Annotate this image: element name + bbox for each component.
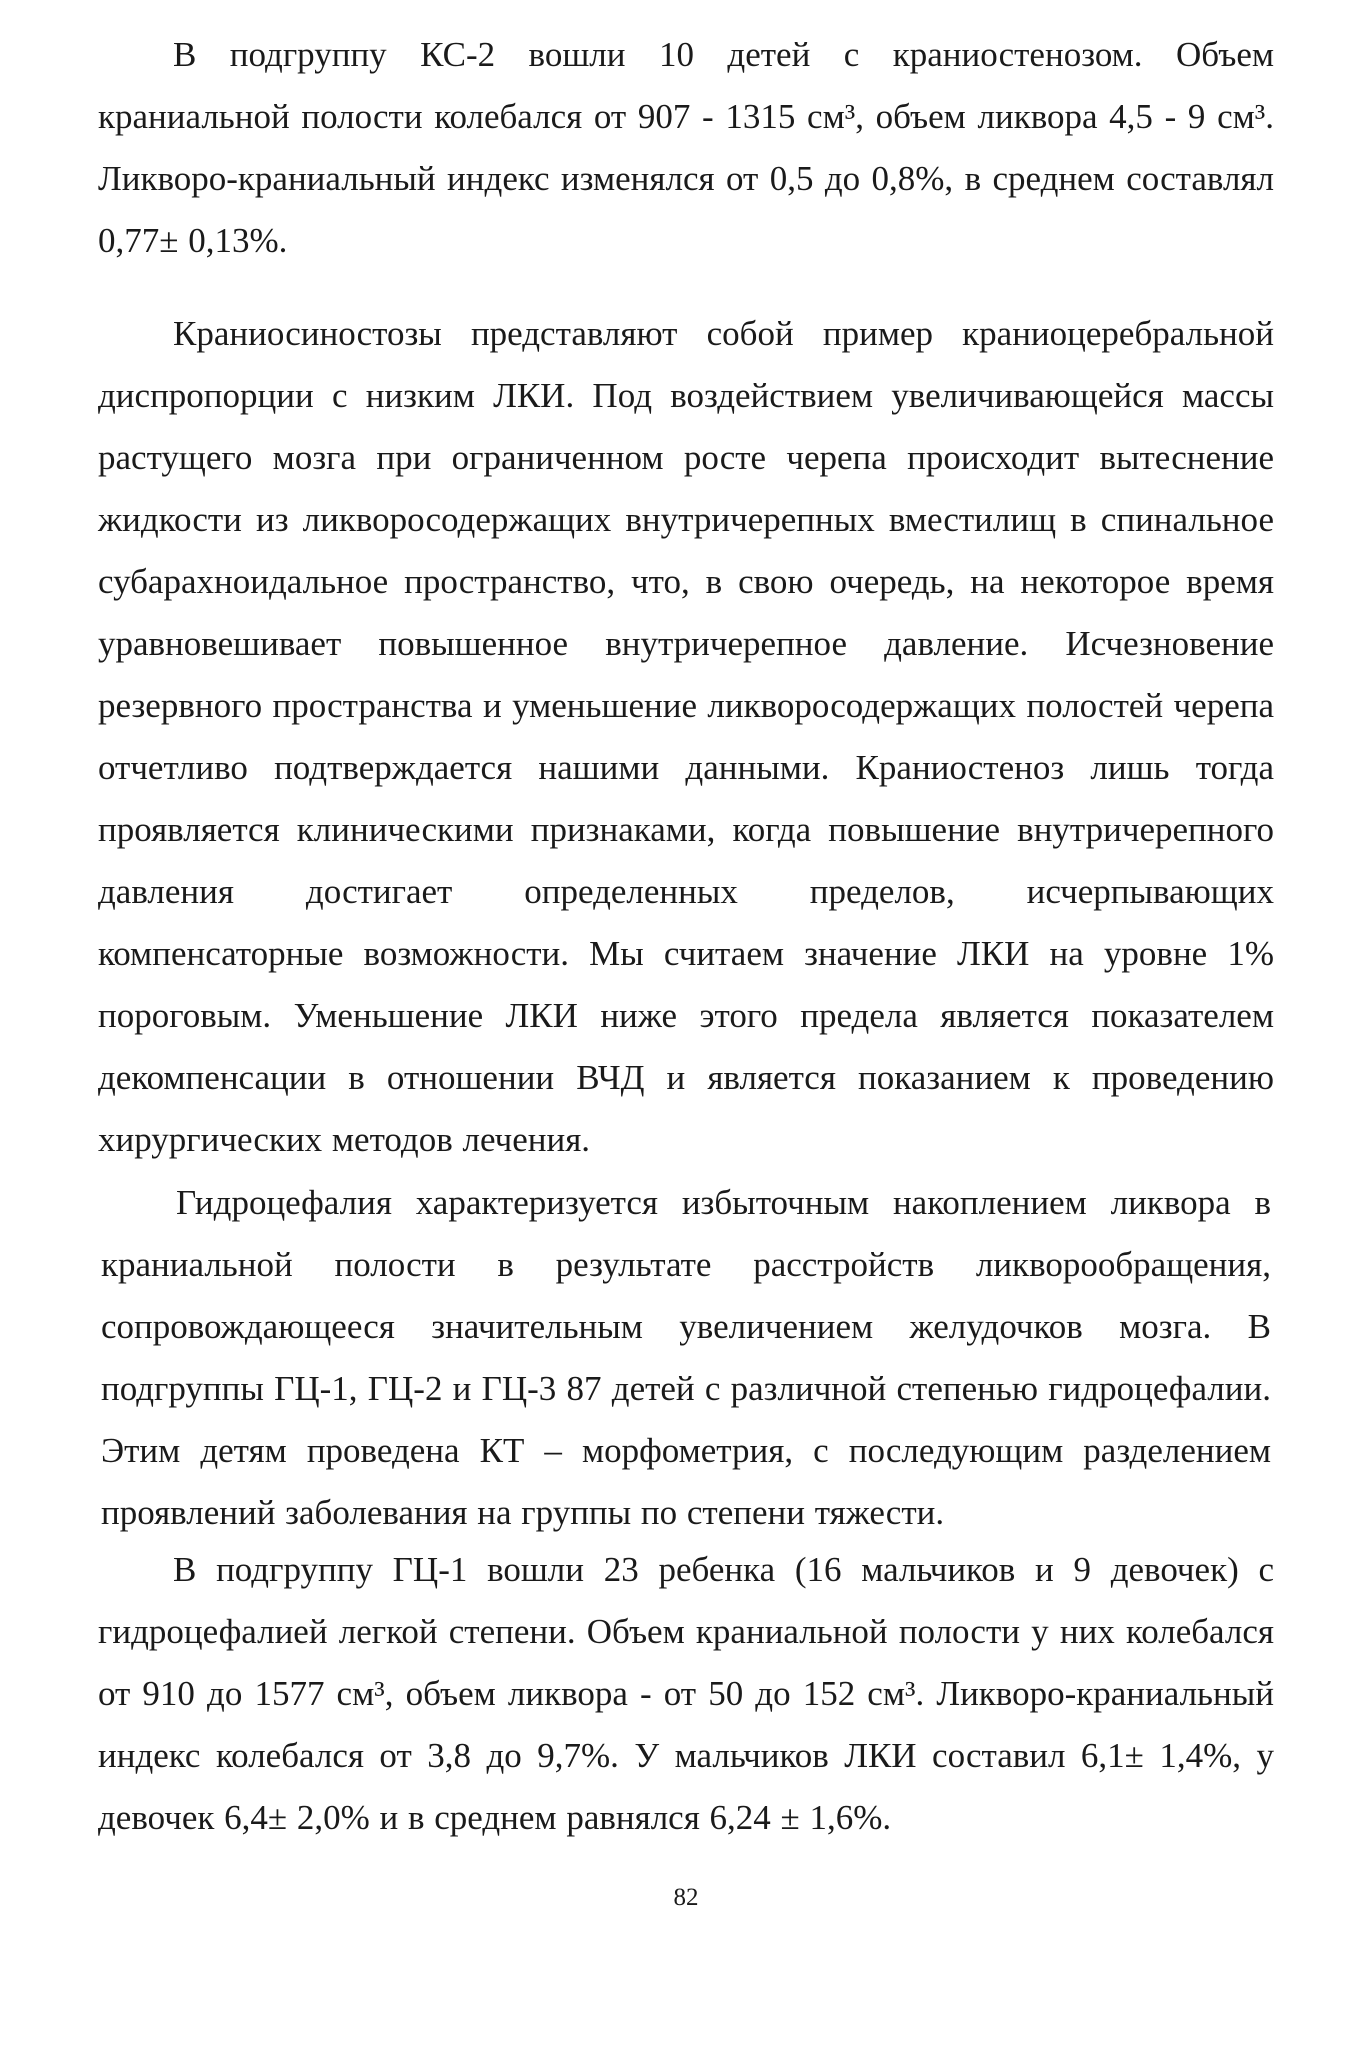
paragraph-gc1-subgroup: В подгруппу ГЦ-1 вошли 23 ребенка (16 мальчиков и 9 девочек) с гидроцефалией легкой степени. Объем краниальной полости у них колебался от 910 до 1577 см³, объем ликвора - от 50 до 152 см³. Ликворо-краниальный индекс колебался от 3,8 до 9,7%. У мальчиков ЛКИ составил 6,1± 1,4%, у девочек 6,4± 2,0% и в среднем равнялся 6,24 ± 1,6%. — [98, 1550, 1274, 1837]
paragraph-ks2-subgroup: В подгруппу КС-2 вошли 10 детей с краниостенозом. Объем краниальной полости колебался от 907 - 1315 см³, объем ликвора 4,5 - 9 см³. Ликворо-краниальный индекс изменялся от 0,5 до 0,8%, в среднем составлял 0,77± 0,13%. — [98, 35, 1274, 260]
page-number: 82 — [673, 1884, 699, 1911]
paragraph-craniosynostosis: Краниосиностозы представляют собой пример краниоцеребральной диспропорции с низким ЛКИ. Под воздействием увеличивающейся массы растущего мозга при ограниченном росте черепа происходит вытеснение жидкости из ликворосодержащих внутричерепных вместилищ в спинальное субарахноидальное пространство, что, в свою очередь, на некоторое время уравновешивает повышенное внутричерепное давление. Исчезновение резервного пространства и уменьшение ликворосодержащих полостей черепа отчетливо подтверждается нашими данными. Краниостеноз лишь тогда проявляется клиническими признаками, когда повышение внутричерепного давления достигает определенных пределов, исчерпывающих компенсаторные возможности. Мы считаем значение ЛКИ на уровне 1% пороговым. Уменьшение ЛКИ ниже этого предела является показателем декомпенсации в отношении ВЧД и является показанием к проведению хирургических методов лечения. — [98, 314, 1274, 1159]
paragraph-hydrocephalus: Гидроцефалия характеризуется избыточным накоплением ликвора в краниальной полости в результате расстройств ликворообращения, сопровождающееся значительным увеличением желудочков мозга. В подгруппы ГЦ-1, ГЦ-2 и ГЦ-3 87 детей с различной степенью гидроцефалии. Этим детям проведена КТ – морфометрия, с последующим разделением проявлений заболевания на группы по степени тяжести. — [101, 1183, 1271, 1532]
